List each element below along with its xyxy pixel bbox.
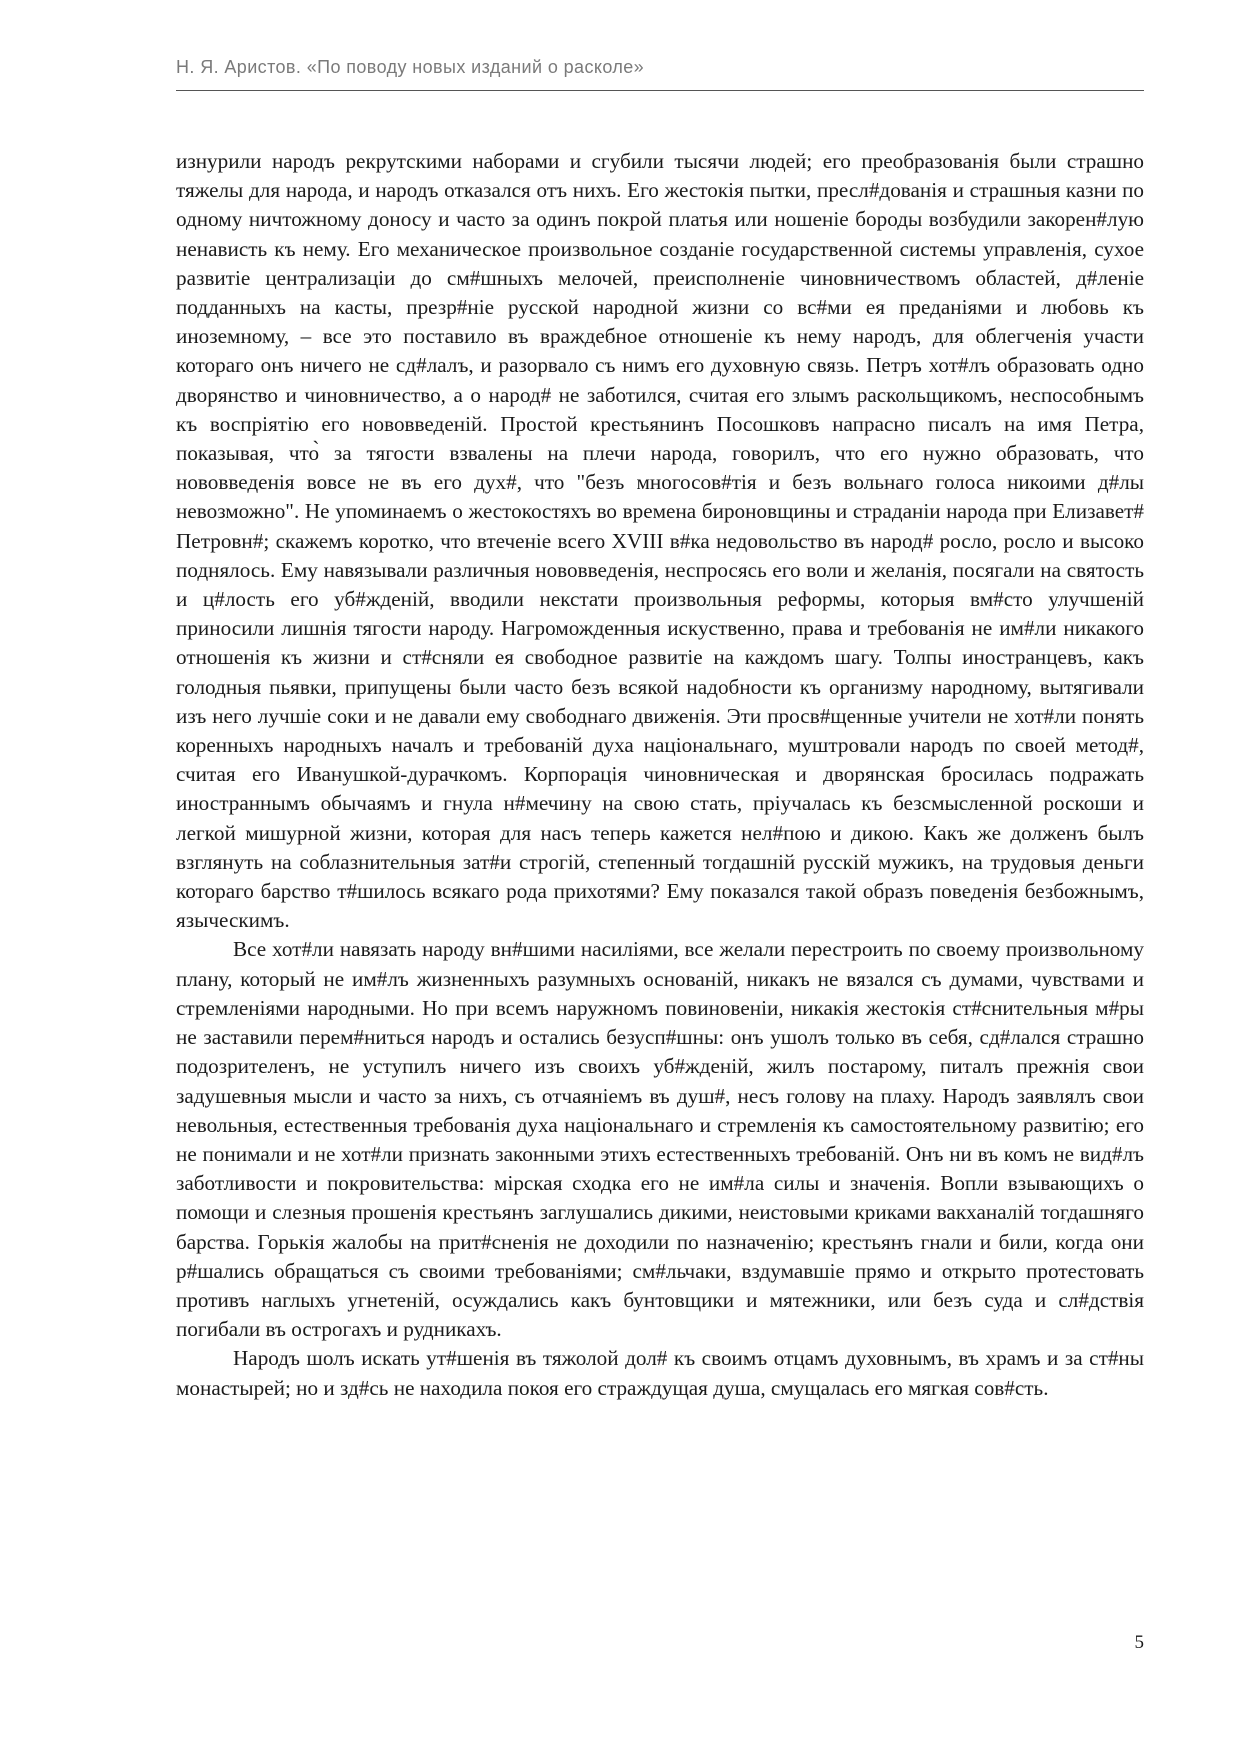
- running-title: Н. Я. Аристов. «По поводу новых изданий о расколе»: [176, 57, 645, 77]
- paragraph-continued: изнурили народъ рекрутскими наборами и сгубили тысячи людей; его преобразованія были страшно тяжелы для народа, и народъ отказался отъ нихъ. Его жестокія пытки, пресл#дованія и страшныя казни по одному ничтожному доносу и часто за одинъ покрой платья или ношеніе бороды возбудили закорен#лую ненависть къ нему. Его механическое произвольное созданіе государственной системы управленія, сухое развитіе централизаціи до см#шныхъ мелочей, преисполненіе чиновничествомъ областей, д#леніе подданныхъ на касты, презр#ніе русской народной жизни со вс#ми ея преданіями и любовь къ иноземному, – все это поставило въ враждебное отношеніе къ нему народъ, для облегченія участи котораго онъ ничего не сд#лалъ, и разорвало съ нимъ его духовную связь. Петръ хот#лъ образовать одно дворянство и чиновничество, а о народ# не заботился, считая его злымъ раскольщикомъ, неспособнымъ къ воспріятію его нововведеній. Простой крестьянинъ Посошковъ напрасно писалъ на имя Петра, показывая, что̀ за тягости взвалены на плечи народа, говорилъ, что его нужно образовать, что нововведенія вовсе не въ его дух#, что "безъ многосов#тія и безъ вольнаго голоса никоими д#лы невозможно". Не упоминаемъ о жестокостяхъ во времена бироновщины и страданіи народа при Елизавет# Петровн#; скажемъ коротко, что втеченіе всего XVIII в#ка недовольство въ народ# росло, росло и высоко поднялось. Ему навязывали различныя нововведенія, неспросясь его воли и желанія, посягали на святость и ц#лость его уб#жденій, вводили некстати произвольныя реформы, которыя вм#сто улучшеній приносили лишнія тягости народу. Нагроможденныя искуственно, права и требованія не им#ли никакого отношенія къ жизни и ст#сняли ея свободное развитіе на каждомъ шагу. Толпы иностранцевъ, какъ голодныя пьявки, припущены были часто безъ всякой надобности къ организму народному, вытягивали изъ него лучшіе соки и не давали ему свободнаго движенія. Эти просв#щенные учители не хот#ли понять коренныхъ народныхъ началъ и требованій духа національнаго, муштровали народъ по своей метод#, считая его Иванушкой-дурачкомъ. Корпорація чиновническая и дворянская бросилась подражать иностраннымъ обычаямъ и гнула н#мечину на свою стать, пріучалась къ безсмысленной роскоши и легкой мишурной жизни, которая для насъ теперь кажется нел#пою и дикою. Какъ же долженъ былъ взглянуть на соблазнительныя зат#и строгій, степенный тогдашній русскій мужикъ, на трудовыя деньги котораго барство т#шилось всякаго рода прихотями? Ему показался такой образъ поведенія безбожнымъ, языческимъ.: [176, 149, 1144, 933]
- running-header: [176, 56, 1144, 91]
- page-body: [176, 147, 1144, 1403]
- paragraph: Народъ шолъ искать ут#шенія въ тяжолой дол# къ своимъ отцамъ духовнымъ, въ храмъ и за ст#ны монастырей; но и зд#сь не находила покоя его страждущая душа, смущалась его мягкая сов#сть.: [176, 1346, 1144, 1400]
- paragraph: Все хот#ли навязать народу вн#шими насиліями, все желали перестроить по своему произвольному плану, который не им#лъ жизненныхъ разумныхъ основаній, никакъ не вязался съ думами, чувствами и стремленіями народными. Но при всемъ наружномъ повиновеніи, никакія жестокія ст#снительныя м#ры не заставили перем#ниться народъ и остались безусп#шны: онъ ушолъ только въ себя, сд#лался страшно подозрителенъ, не уступилъ ничего изъ своихъ уб#жденій, жилъ постарому, питалъ прежнія свои задушевныя мысли и часто за нихъ, съ отчаяніемъ въ душ#, несъ голову на плаху. Народъ заявлялъ свои невольныя, естественныя требованія духа національнаго и стремленія къ самостоятельному развитію; его не понимали и не хот#ли признать законными этихъ естественныхъ требованій. Онъ ни въ комъ не вид#лъ заботливости и покровительства: мірская сходка его не им#ла силы и значенія. Вопли взывающихъ о помощи и слезныя прошенія крестьянъ заглушались дикими, неистовыми криками вакханалій тогдашняго барства. Горькія жалобы на прит#сненія не доходили по назначенію; крестьянъ гнали и били, когда они р#шались обращаться съ своими требованіями; см#льчаки, вздумавшіе прямо и открыто протестовать противъ наглыхъ угнетеній, осуждались какъ бунтовщики и мятежники, или безъ суда и сл#дствія погибали въ острогахъ и рудникахъ.: [176, 937, 1144, 1342]
- page-number: 5: [1134, 1632, 1144, 1653]
